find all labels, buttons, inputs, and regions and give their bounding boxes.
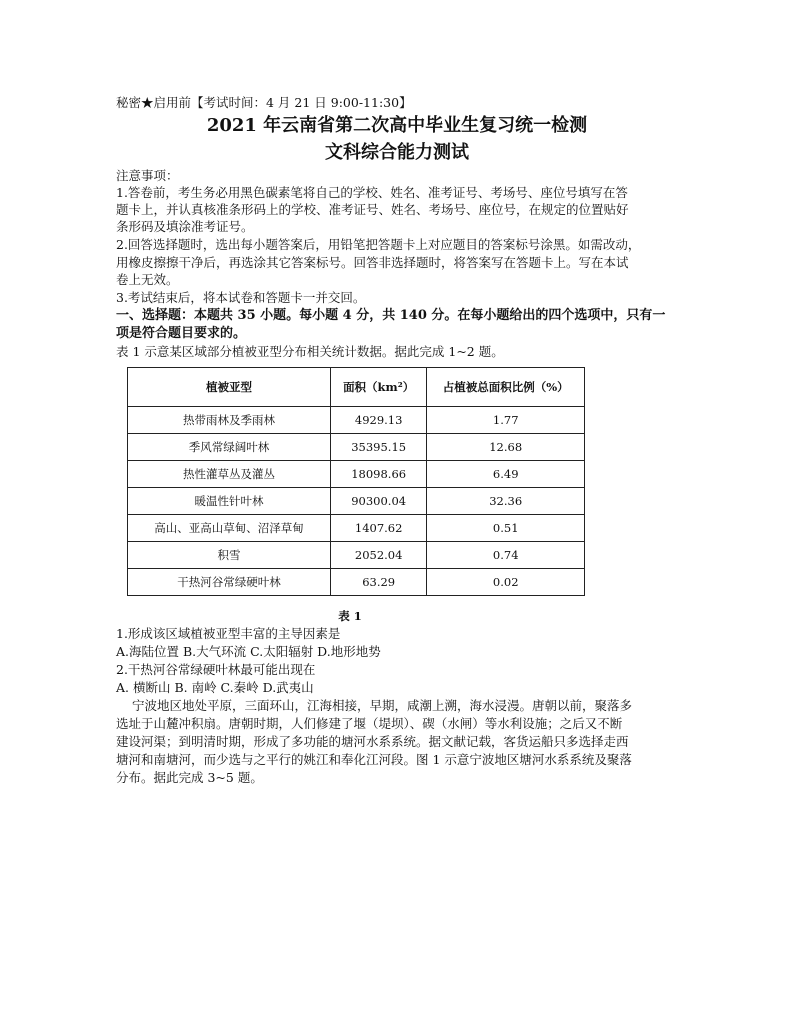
column-header: 面积（km²） — [330, 368, 427, 407]
table-header-row — [128, 368, 585, 407]
table-row — [128, 569, 585, 596]
table-cell: 1407.62 — [330, 515, 427, 542]
notes-line: 题卡上，并认真核准条形码上的学校、准考证号、姓名、考场号、座位号，在规定的位置贴好 — [116, 202, 629, 217]
table-cell: 0.02 — [427, 569, 585, 596]
table-cell: 热带雨林及季雨林 — [128, 407, 331, 434]
table-row — [128, 434, 585, 461]
question-1-options: A.海陆位置 B.大气环流 C.太阳辐射 D.地形地势 — [116, 644, 381, 659]
table-cell: 高山、亚高山草甸、沼泽草甸 — [128, 515, 331, 542]
table-cell: 35395.15 — [330, 434, 427, 461]
table-cell: 1.77 — [427, 407, 585, 434]
table-cell: 干热河谷常绿硬叶林 — [128, 569, 331, 596]
passage-line: 塘河和南塘河，而少选与之平行的姚江和奉化江河段。图 1 示意宁波地区塘河水系系统及聚落 — [116, 752, 632, 767]
question-2-options: A. 横断山 B. 南岭 C.秦岭 D.武夷山 — [116, 680, 314, 695]
section-heading: 一、选择题：本题共 35 小题。每小题 4 分，共 140 分。在每小题给出的四个选项中，只有一 — [116, 308, 666, 323]
vegetation-table — [127, 367, 585, 596]
column-header: 占植被总面积比例（%） — [427, 368, 585, 407]
table-row — [128, 515, 585, 542]
notes-heading: 注意事项： — [116, 168, 179, 183]
column-header: 植被亚型 — [128, 368, 331, 407]
passage-line: 分布。据此完成 3~5 题。 — [116, 770, 263, 785]
passage-line: 建设河渠；到明清时期，形成了多功能的塘河水系系统。据文献记载，客货运船只多选择走西 — [116, 734, 629, 749]
table-cell: 热性灌草丛及灌丛 — [128, 461, 331, 488]
table-cell: 暖温性针叶林 — [128, 488, 331, 515]
table-cell: 积雪 — [128, 542, 331, 569]
table-cell: 4929.13 — [330, 407, 427, 434]
table-cell: 2052.04 — [330, 542, 427, 569]
table-cell: 90300.04 — [330, 488, 427, 515]
table-intro: 表 1 示意某区域部分植被亚型分布相关统计数据。据此完成 1~2 题。 — [116, 344, 504, 359]
table-cell: 6.49 — [427, 461, 585, 488]
question-2-stem: 2.干热河谷常绿硬叶林最可能出现在 — [116, 662, 316, 677]
notes-line: 用橡皮擦擦干净后，再选涂其它答案标号。回答非选择题时，将答案写在答题卡上。写在本试 — [116, 255, 629, 270]
notes-line: 卷上无效。 — [116, 272, 179, 287]
table-row — [128, 542, 585, 569]
table-row — [128, 488, 585, 515]
table-cell: 32.36 — [427, 488, 585, 515]
notes-line: 1.答卷前，考生务必用黑色碳素笔将自己的学校、姓名、准考证号、考场号、座位号填写在答 — [116, 185, 628, 200]
table-row — [128, 407, 585, 434]
secret-line: 秘密★启用前【考试时间：4 月 21 日 9:00-11:30】 — [116, 95, 412, 110]
table-cell: 12.68 — [427, 434, 585, 461]
question-1-stem: 1.形成该区域植被亚型丰富的主导因素是 — [116, 626, 341, 641]
exam-subtitle: 文科综合能力测试 — [325, 142, 469, 163]
passage-line: 选址于山麓冲积扇。唐朝时期，人们修建了堰（堤坝）、碶（水闸）等水利设施；之后又不断 — [116, 716, 623, 731]
table-cell: 0.51 — [427, 515, 585, 542]
notes-line: 3.考试结束后，将本试卷和答题卡一并交回。 — [116, 290, 366, 305]
notes-line: 条形码及填涂准考证号。 — [116, 219, 254, 234]
table-cell: 18098.66 — [330, 461, 427, 488]
passage-line: 宁波地区地处平原，三面环山，江海相接，早期，咸潮上溯，海水浸漫。唐朝以前，聚落多 — [132, 698, 633, 713]
table-cell: 0.74 — [427, 542, 585, 569]
table-caption: 表 1 — [338, 609, 362, 623]
table-row — [128, 461, 585, 488]
table-cell: 63.29 — [330, 569, 427, 596]
table-cell: 季风常绿阔叶林 — [128, 434, 331, 461]
section-heading-cont: 项是符合题目要求的。 — [116, 326, 247, 341]
notes-line: 2.回答选择题时，选出每小题答案后，用铅笔把答题卡上对应题目的答案标号涂黑。如需改动， — [116, 237, 641, 252]
exam-title: 2021 年云南省第二次高中毕业生复习统一检测 — [206, 115, 588, 136]
